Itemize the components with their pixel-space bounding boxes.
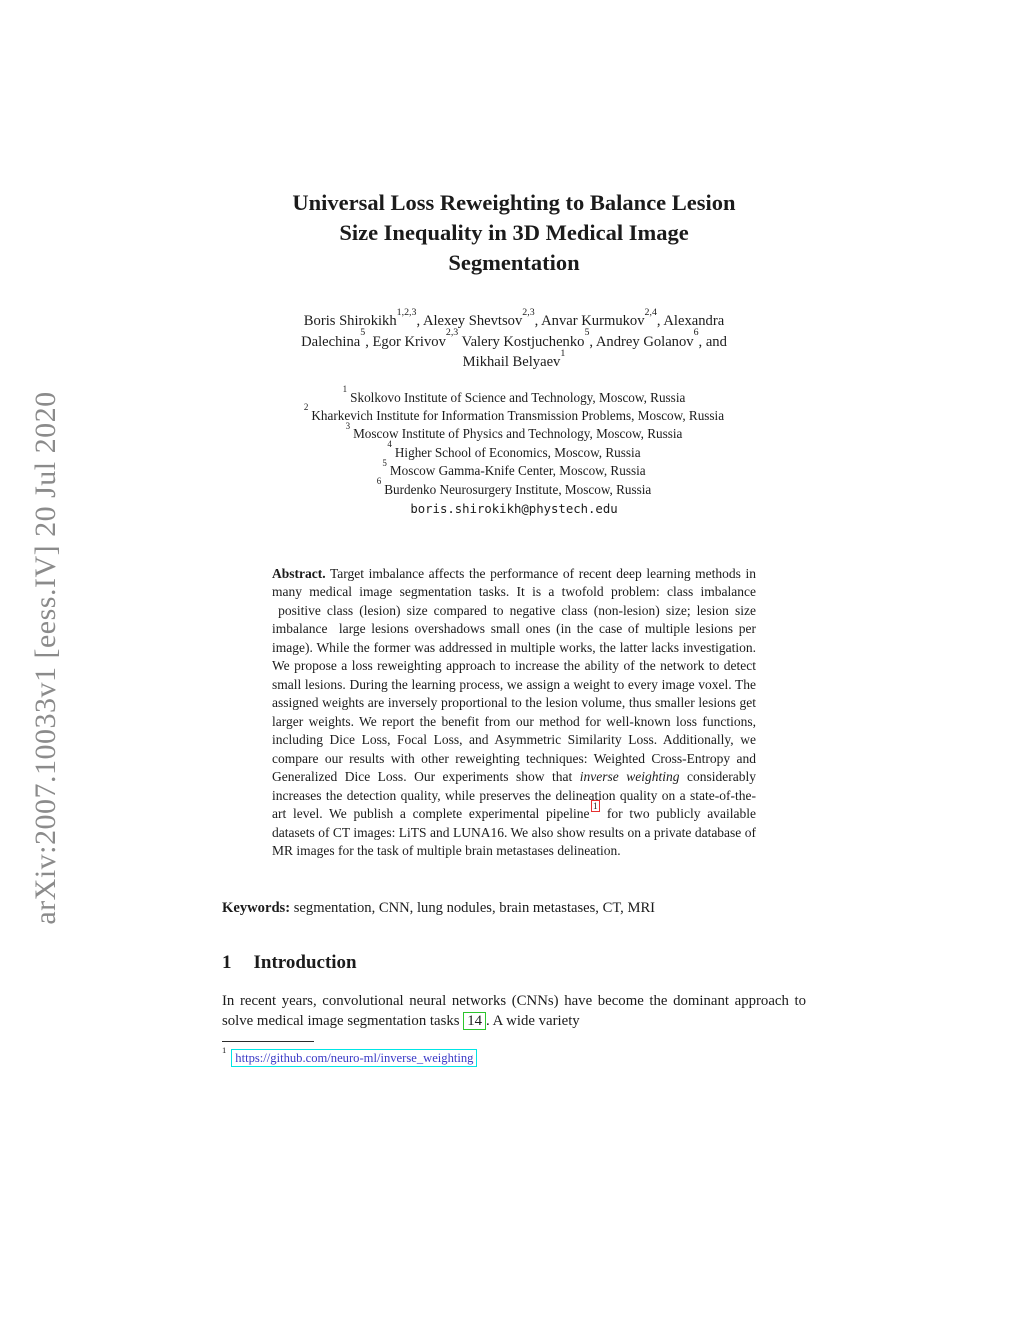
author-affiliation-superscript: 5 [360, 327, 366, 339]
footnote-rule [222, 1041, 314, 1042]
footnote-number: 1 [222, 1044, 227, 1055]
author-list [222, 306, 806, 373]
affiliation-line: $^5$Moscow Gamma-Knife Center, Moscow, Russia [382, 457, 646, 479]
author-affiliation-superscript: 2,3 [522, 306, 535, 318]
author-line: Boris Shirokikh$^{1,2,3}$, Alexey Shevtsov$^{2,3}$, Anvar Kurmukov$^{2,4}$, Alexandra [303, 306, 725, 329]
author-line: Dalechina$^5$, Egor Krivov$^{2,3}$ Valery Kostjuchenko$^5$, Andrey Golanov$^6$, and [301, 327, 727, 350]
author-affiliation-superscript: 2,4 [644, 306, 657, 318]
author-affiliation-superscript: 6 [693, 327, 699, 339]
affiliation-number: 6 [376, 476, 382, 487]
email-address: boris.shirokikh@phystech.edu [410, 501, 618, 516]
keywords-label: Keywords: [222, 899, 291, 916]
section-title: Introduction [253, 951, 357, 973]
author-affiliation-superscript: 2,3 [445, 327, 459, 339]
author-line: Mikhail Belyaev$^1$ [462, 347, 566, 370]
italic-text: inverse weighting [579, 769, 680, 785]
footnote [222, 1044, 806, 1067]
abstract-body: Target imbalance affects the performance of recent deep learning methods in many medical image segmentation tasks. It is a twofold problem: class imbalance positive class (lesion) size compared to negative class (non-lesion) size; lesion size imbalance large lesions overshadows small ones (in the case of multiple lesions per image). While the former was addressed in multiple works, the latter lacks investigation. We propose a loss reweighting approach to increase the ability of the network to detect small lesions. During the learning process, we assign a weight to every image voxel. The assigned weights are inversely proportional to the lesion volume, thus smaller lesions get larger weights. We report the benefit from our method for well-known loss functions, including Dice Loss, Focal Loss, and Asymmetric Similarity Loss. Additionally, we compare our results with other reweighting techniques: Weighted Cross-Entropy and Generalized Dice Loss. Our experiments show that inverse weighting considerably increases the detection quality, while preserves the delineation quality on a state-of-the-art level. We publish a complete experimental pipeline$^1$ for two publicly available datasets of CT images: LiTS and LUNA16. We also show results on a private database of MR images for the task of multiple brain metastases delineation. [272, 565, 756, 859]
abstract [272, 565, 756, 861]
title-line-1: Universal Loss Reweighting to Balance Lesion [292, 190, 736, 215]
section-heading-introduction [222, 951, 806, 975]
affiliations [222, 384, 806, 499]
affiliation-line: $^3$Moscow Institute of Physics and Technology, Moscow, Russia [345, 420, 683, 442]
intro-paragraph: In recent years, convolutional neural networks (CNNs) have become the dominant approach to solve medical image segmentation tasks 14 . A wide variety [222, 992, 806, 1030]
affiliation-number: 5 [382, 457, 387, 468]
keywords [222, 898, 806, 918]
section-number: 1 [222, 951, 232, 973]
affiliation-line: $^2$Kharkevich Institute for Information Transmission Problems, Moscow, Russia [303, 402, 725, 423]
paper-title [222, 188, 806, 278]
github-link[interactable]: https://github.com/neuro-ml/inverse_weighting [231, 1049, 477, 1067]
footnote-marker[interactable]: 1 [591, 800, 601, 812]
affiliation-line: $^4$Higher School of Economics, Moscow, Russia [387, 439, 641, 460]
abstract-label: Abstract. [272, 565, 326, 581]
affiliation-line: $^1$Skolkovo Institute of Science and Technology, Moscow, Russia [342, 384, 686, 405]
affiliation-line: $^6$Burdenko Neurosurgery Institute, Moscow, Russia [376, 476, 652, 497]
author-affiliation-superscript: 5 [584, 327, 590, 339]
title-line-2: Size Inequality in 3D Medical Image [339, 220, 689, 245]
arxiv-watermark: arXiv:2007.10033v1 [eess.IV] 20 Jul 2020 [29, 391, 62, 925]
title-line-3: Segmentation [448, 250, 580, 275]
author-affiliation-superscript: 1,2,3 [396, 306, 417, 318]
keywords-text: segmentation, CNN, lung nodules, brain metastases, CT, MRI [290, 899, 656, 916]
affiliation-number: 3 [345, 420, 351, 431]
affiliation-number: 2 [303, 402, 309, 413]
affiliation-number: 1 [342, 384, 348, 395]
affiliation-number: 4 [387, 439, 392, 450]
paper-content [222, 0, 806, 1067]
author-affiliation-superscript: 1 [560, 347, 566, 359]
citation-ref[interactable]: 14 [463, 1012, 486, 1030]
